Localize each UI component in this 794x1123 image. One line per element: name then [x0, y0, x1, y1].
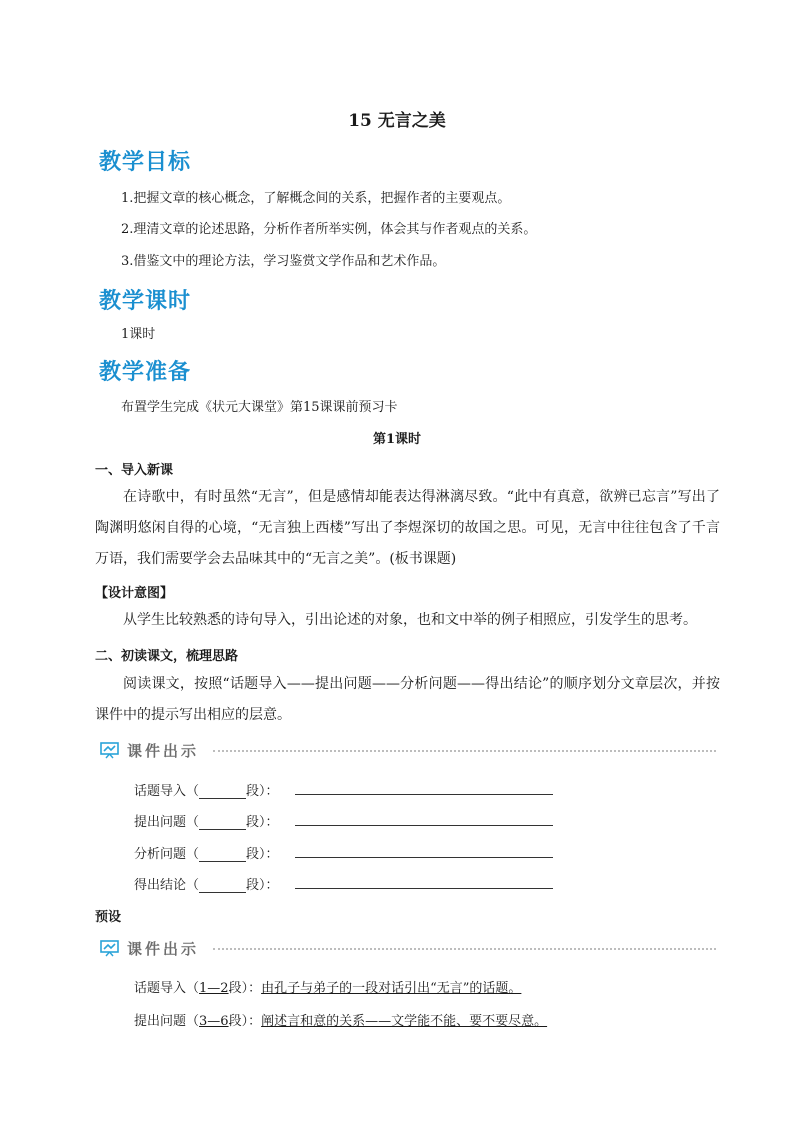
blank-row — [134, 874, 564, 896]
answer-row — [134, 977, 521, 996]
section-heading-prep: 教学准备 — [99, 360, 192, 385]
row-label: 话题导入（ — [134, 784, 200, 799]
prep-text: 布置学生完成《状元大课堂》第15课课前预习卡 — [121, 400, 398, 415]
answer-line[interactable] — [295, 825, 553, 826]
part1-heading: 一、导入新课 — [95, 463, 174, 478]
design-intent-paragraph — [95, 605, 720, 636]
preset-label: 预设 — [95, 910, 122, 925]
courseware-label: 课件出示 — [127, 940, 200, 958]
presentation-chart-icon — [99, 741, 121, 759]
part2-heading: 二、初读课文，梳理思路 — [95, 649, 239, 664]
hours-text: 1课时 — [121, 327, 156, 342]
fill-blank[interactable] — [199, 877, 246, 893]
fill-blank[interactable] — [199, 783, 246, 799]
row-label: 话题导入（ — [134, 981, 200, 996]
row-label: 提出问题（ — [134, 815, 200, 830]
design-intent-label: 【设计意图】 — [95, 586, 174, 601]
section-heading-goals: 教学目标 — [99, 150, 192, 175]
row-mid: 段）： — [246, 784, 279, 799]
row-mid: 段）： — [228, 1014, 262, 1029]
dotted-divider — [213, 750, 716, 752]
row-mid: 段）： — [228, 981, 262, 996]
section-heading-hours: 教学课时 — [99, 289, 192, 314]
courseware-banner — [99, 740, 716, 760]
blank-row — [134, 843, 564, 865]
goal-item: 1.把握文章的核心概念，了解概念间的关系，把握作者的主要观点。 — [121, 191, 511, 206]
paragraph-range: 1—2 — [199, 981, 229, 996]
fill-blank[interactable] — [199, 846, 246, 862]
courseware-label: 课件出示 — [127, 742, 200, 760]
courseware-banner — [99, 938, 716, 958]
row-label: 得出结论（ — [134, 878, 200, 893]
blank-row — [134, 811, 564, 833]
fill-blank[interactable] — [199, 814, 246, 830]
row-label: 分析问题（ — [134, 847, 200, 862]
answer-line[interactable] — [295, 888, 553, 889]
goal-item: 3.借鉴文中的理论方法，学习鉴赏文学作品和艺术作品。 — [121, 254, 446, 269]
answer-row — [134, 1010, 547, 1029]
part1-paragraph — [95, 482, 720, 575]
dotted-divider — [213, 948, 716, 950]
answer-text: 阐述言和意的关系——文学能不能、要不要尽意。 — [261, 1014, 548, 1029]
row-mid: 段）： — [246, 878, 279, 893]
presentation-chart-icon — [99, 939, 121, 957]
lesson-title: 第1课时 — [372, 432, 422, 447]
goal-item: 2.理清文章的论述思路，分析作者所举实例，体会其与作者观点的关系。 — [121, 222, 537, 237]
row-label: 提出问题（ — [134, 1014, 200, 1029]
page-title: 15 无言之美 — [348, 111, 446, 131]
paragraph-text: 阅读课文，按照“话题导入——提出问题——分析问题——得出结论”的顺序划分文章层次，并按课件中的提示写出相应的层意。 — [95, 676, 720, 723]
answer-text: 由孔子与弟子的一段对话引出“无言”的话题。 — [261, 981, 522, 996]
paragraph-text: 从学生比较熟悉的诗句导入，引出论述的对象，也和文中举的例子相照应，引发学生的思考。 — [123, 612, 697, 628]
answer-line[interactable] — [295, 794, 553, 795]
part2-paragraph — [95, 669, 720, 731]
paragraph-text: 在诗歌中，有时虽然“无言”，但是感情却能表达得淋漓尽致。“此中有真意，欲辨已忘言”写出了陶渊明悠闲自得的心境，“无言独上西楼”写出了李煜深切的故国之思。可见，无言中往往包含了千言万语，我们需要学会去品味其中的“无言之美”。(板书课题) — [95, 489, 720, 567]
blank-row — [134, 780, 564, 802]
paragraph-range: 3—6 — [199, 1014, 229, 1029]
answer-line[interactable] — [295, 857, 553, 858]
row-mid: 段）： — [246, 847, 279, 862]
row-mid: 段）： — [246, 815, 279, 830]
